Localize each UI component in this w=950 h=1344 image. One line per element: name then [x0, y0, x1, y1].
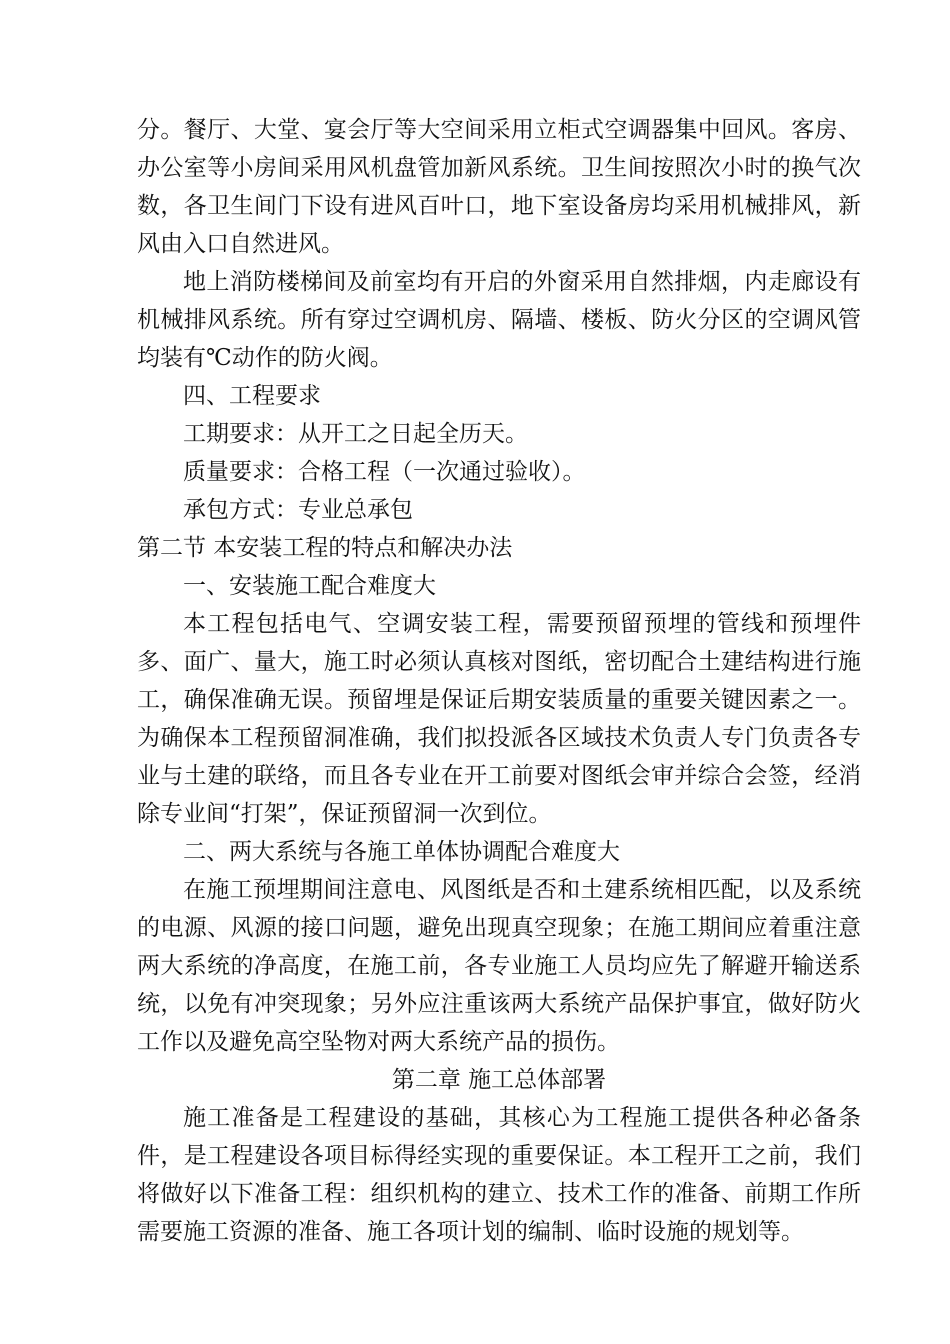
- document-page: [137, 111, 861, 1251]
- paragraph-preembedding: 本工程包括电气、空调安装工程，需要预留预埋的管线和预埋件多、面广、量大，施工时必须认真核对图纸，密切配合土建结构进行施工，确保准确无误。预留埋是保证后期安装质量的重要关键因素之一。为确保本工程预留洞准确，我们拟投派各区域技术负责人专门负责各专业与土建的联络，而且各专业在开工前要对图纸会审并综合会签，经消除专业间“打架”，保证预留洞一次到位。: [137, 611, 861, 827]
- subheading-coordination: 一、安装施工配合难度大: [183, 573, 436, 599]
- paragraph-two-systems: 在施工预埋期间注意电、风图纸是否和土建系统相匹配，以及系统的电源、风源的接口问题，避免出现真空现象；在施工期间应着重注意两大系统的净高度，在施工前，各专业施工人员均应先了解避开输送系统，以免有冲突现象；另外应注重该两大系统产品保护事宜，做好防火工作以及避免高空坠物对两大系统产品的损伤。: [137, 877, 861, 1055]
- paragraph-smoke-exhaust: 地上消防楼梯间及前室均有开启的外窗采用自然排烟，内走廊设有机械排风系统。所有穿过空调机房、隔墙、楼板、防火分区的空调风管均装有℃动作的防火阀。: [137, 269, 861, 371]
- chapter-title-2: 第二章 施工总体部署: [391, 1067, 607, 1093]
- paragraph-ventilation: 分。餐厅、大堂、宴会厅等大空间采用立柜式空调器集中回风。客房、办公室等小房间采用风机盘管加新风系统。卫生间按照次小时的换气次数，各卫生间门下设有进风百叶口，地下室设备房均采用机械排风，新风由入口自然进风。: [137, 117, 861, 257]
- heading-project-requirements: 四、工程要求: [183, 383, 321, 409]
- paragraph-preparation: 施工准备是工程建设的基础，其核心为工程施工提供各种必备条件，是工程建设各项目标得经实现的重要保证。本工程开工之前，我们将做好以下准备工程：组织机构的建立、技术工作的准备、前期工作所需要施工资源的准备、施工各项计划的编制、临时设施的规划等。: [137, 1105, 861, 1245]
- requirement-quality: 质量要求：合格工程（一次通过验收）。: [183, 459, 586, 485]
- requirement-schedule: 工期要求：从开工之日起全历天。: [183, 421, 528, 447]
- requirement-contract: 承包方式：专业总承包: [183, 497, 413, 523]
- subheading-two-systems: 二、两大系统与各施工单体协调配合难度大: [183, 839, 620, 865]
- section-title-2: 第二节 本安装工程的特点和解决办法: [137, 535, 513, 561]
